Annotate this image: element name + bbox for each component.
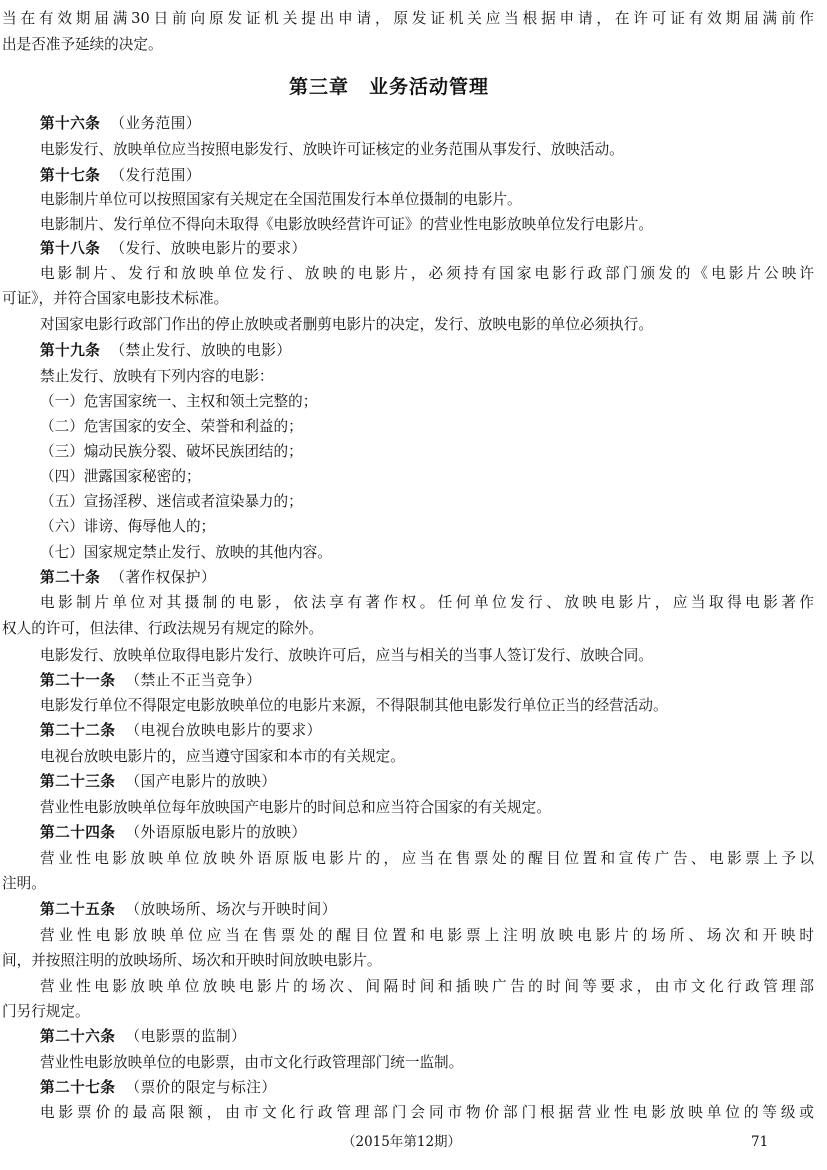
article-number: 第十六条 xyxy=(40,115,101,132)
text-line: 电影制片单位可以按照国家有关规定在全国范围发行本单位摄制的电影片。 xyxy=(40,191,522,208)
article-heading xyxy=(40,165,201,187)
text-line: 电影制片单位对其摄制的电影，依法享有著作权。任何单位发行、放映电影片，应当取得电影著作 xyxy=(40,594,814,611)
article-heading xyxy=(40,238,307,260)
article-heading xyxy=(40,720,322,742)
article-note: （国产电影片的放映） xyxy=(125,773,277,790)
list-item: （四）泄露国家秘密的； xyxy=(40,468,201,485)
article-number: 第二十二条 xyxy=(40,722,116,739)
article-note: （禁止不正当竞争） xyxy=(125,672,262,689)
article-heading xyxy=(40,1026,246,1048)
article-note: （发行范围） xyxy=(110,167,201,184)
article-note: （放映场所、场次与开映时间） xyxy=(125,901,337,918)
text-line: 门另行规定。 xyxy=(2,1003,90,1020)
text-line: 对国家电影行政部门作出的停止放映或者删剪电影片的决定，发行、放映电影的单位必须执行。 xyxy=(40,316,653,333)
text-line: 营业性电影放映单位的电影票，由市文化行政管理部门统一监制。 xyxy=(40,1054,464,1071)
article-number: 第二十条 xyxy=(40,569,101,586)
article-number: 第二十一条 xyxy=(40,672,116,689)
article-number: 第二十四条 xyxy=(40,824,116,841)
text-line: 当在有效期届满30日前向原发证机关提出申请，原发证机关应当根据申请，在许可证有效期届满前作 xyxy=(2,10,814,27)
text-line: 权人的许可，但法律、行政法规另有规定的除外。 xyxy=(2,620,324,637)
text-line: 电影票价的最高限额，由市文化行政管理部门会同市物价部门根据营业性电影放映单位的等级或 xyxy=(40,1104,814,1121)
article-heading xyxy=(40,1077,276,1099)
article-note: （业务范围） xyxy=(110,115,201,132)
article-note: （禁止发行、放映的电影） xyxy=(110,342,292,359)
text-line: 可证》，并符合国家电影技术标准。 xyxy=(2,290,229,307)
article-number: 第二十五条 xyxy=(40,901,116,918)
article-number: 第二十六条 xyxy=(40,1028,116,1045)
article-heading xyxy=(40,567,216,589)
list-item: （五）宣扬淫秽、迷信或者渲染暴力的； xyxy=(40,493,303,510)
text-line: 营业性电影放映单位放映电影片的场次、间隔时间和插映广告的时间等要求，由市文化行政管理部 xyxy=(40,978,814,995)
article-number: 第十八条 xyxy=(40,240,101,257)
article-heading xyxy=(40,771,276,793)
list-item: （七）国家规定禁止发行、放映的其他内容。 xyxy=(40,544,332,561)
article-number: 第十七条 xyxy=(40,167,101,184)
list-item: （一）危害国家统一、主权和领土完整的； xyxy=(40,393,318,410)
text-line: 营业性电影放映单位放映外语原版电影片的，应当在售票处的醒目位置和宣传广告、电影票上予以 xyxy=(40,850,814,867)
text-line: 营业性电影放映单位每年放映国产电影片的时间总和应当符合国家的有关规定。 xyxy=(40,799,551,816)
list-item: （二）危害国家的安全、荣誉和利益的； xyxy=(40,418,303,435)
issue-footer: （2015年第12期） xyxy=(342,1134,462,1150)
text-line: 电影制片、发行和放映单位发行、放映的电影片，必须持有国家电影行政部门颁发的《电影片公映许 xyxy=(40,265,814,282)
article-note: （票价的限定与标注） xyxy=(125,1079,277,1096)
text-line: 出是否准予延续的决定。 xyxy=(2,36,163,53)
article-heading xyxy=(40,340,292,362)
article-heading xyxy=(40,113,201,135)
article-heading xyxy=(40,670,261,692)
article-heading xyxy=(40,822,307,844)
article-note: （著作权保护） xyxy=(110,569,217,586)
text-line: 电影发行单位不得限定电影放映单位的电影片来源，不得限制其他电影发行单位正当的经营活动。 xyxy=(40,697,668,714)
text-line: 电影制片、发行单位不得向未取得《电影放映经营许可证》的营业性电影放映单位发行电影片。 xyxy=(40,216,653,233)
page-number: 71 xyxy=(751,1134,769,1150)
article-note: （外语原版电影片的放映） xyxy=(125,824,307,841)
text-line: 间，并按照注明的放映场所、场次和开映时间放映电影片。 xyxy=(2,952,382,969)
text-line: 电视台放映电影片的，应当遵守国家和本市的有关规定。 xyxy=(40,748,405,765)
text-line: 营业性电影放映单位应当在售票处的醒目位置和电影票上注明放映电影片的场所、场次和开映时 xyxy=(40,927,814,944)
article-number: 第十九条 xyxy=(40,342,101,359)
text-line: 电影发行、放映单位取得电影片发行、放映许可后，应当与相关的当事人签订发行、放映合同。 xyxy=(40,647,653,664)
text-line: 注明。 xyxy=(2,875,46,892)
list-item: （六）诽谤、侮辱他人的； xyxy=(40,518,216,535)
article-number: 第二十三条 xyxy=(40,773,116,790)
chapter-title: 第三章 业务活动管理 xyxy=(289,76,490,98)
article-note: （发行、放映电影片的要求） xyxy=(110,240,307,257)
article-number: 第二十七条 xyxy=(40,1079,116,1096)
text-line: 电影发行、放映单位应当按照电影发行、放映许可证核定的业务范围从事发行、放映活动。 xyxy=(40,141,624,158)
article-note: （电影票的监制） xyxy=(125,1028,247,1045)
article-note: （电视台放映电影片的要求） xyxy=(125,722,322,739)
text-line: 禁止发行、放映有下列内容的电影： xyxy=(40,368,274,385)
list-item: （三）煽动民族分裂、破坏民族团结的； xyxy=(40,443,303,460)
article-heading xyxy=(40,899,337,921)
